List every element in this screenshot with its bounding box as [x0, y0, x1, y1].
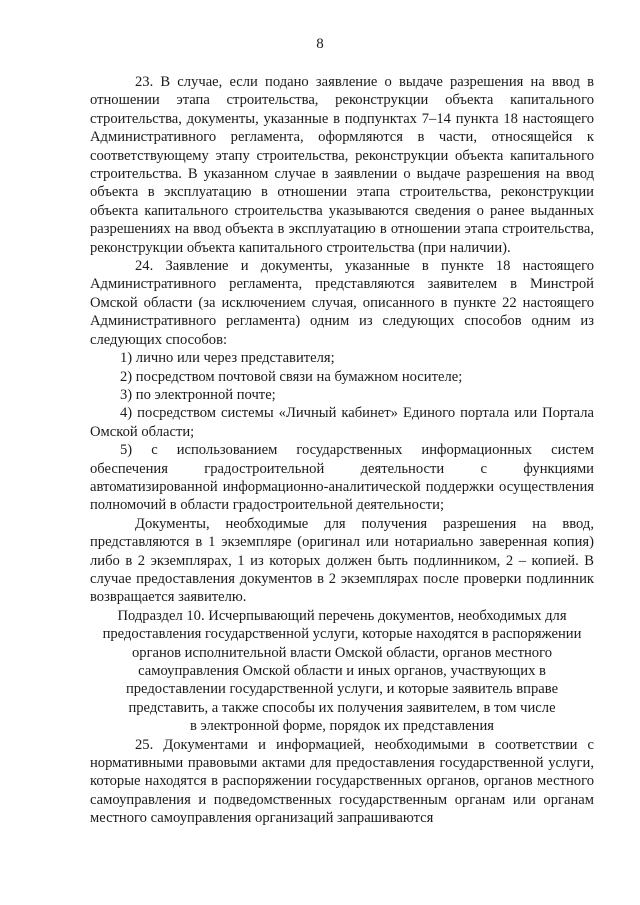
section-heading-line: органов исполнительной власти Омской области, органов местного — [131, 644, 553, 661]
section-heading-line: предоставлении государственной услуги, и которые заявитель вправе — [125, 681, 559, 698]
section-heading-line: самоуправления Омской области и иных органов, участвующих в — [138, 663, 546, 679]
list-item: 3) по электронной почте; — [120, 386, 276, 403]
section-heading-line: Подраздел 10. Исчерпывающий перечень документов, необходимых для — [117, 607, 567, 624]
section-heading-line: в электронной форме, порядок их представления — [189, 718, 494, 735]
document-body — [90, 73, 594, 828]
section-heading-line: представить, а также способы их получения заявителем, в том числе — [128, 699, 556, 716]
list-item: 2) посредством почтовой связи на бумажном носителе; — [120, 368, 463, 385]
paragraph-24: 24. Заявление и документы, указанные в пункте 18 настоящего Административного регламента, представляются заявителем в Минстрой Омской области (за исключением случая, описанного в пункте 22 настоящего Административного регламента) одним из следующих способов одним из следующих способов: — [90, 258, 594, 348]
paragraph-23: 23. В случае, если подано заявление о выдаче разрешения на ввод в отношении этапа строительства, реконструкции объекта капитального строительства, документы, указанные в подпунктах 7–14 пункта 18 настоящего Административного регламента, оформляются в части, относящейся к соответствующему этапу строительства, реконструкции объекта капитального строительства. В указанном случае в заявлении о выдаче разрешения на ввод объекта в эксплуатацию в отношении этапа строительства, реконструкции объекта капитального строительства указываются сведения о ранее выданных разрешениях на ввод объекта в эксплуатацию в отношении этапа строительства, реконструкции объекта капитального строительства (при наличии). — [90, 74, 594, 256]
section-heading — [90, 607, 594, 736]
page-number: 8 — [316, 36, 324, 52]
list-item: 4) посредством системы «Личный кабинет» Единого портала или Портала Омской области; — [90, 405, 594, 440]
list-item: 1) лично или через представителя; — [120, 350, 335, 367]
section-heading-line: предоставления государственной услуги, которые находятся в распоряжении — [102, 626, 582, 643]
list-item: 5) с использованием государственных информационных систем обеспечения градостроительной деятельности с функциями автоматизированной информационно-аналитической поддержки осуществления полномочий в области градостроительной деятельности; — [90, 442, 594, 514]
paragraph-documents: Документы, необходимые для получения разрешения на ввод, представляются в 1 экземпляре (оригинал или нотариально заверенная копия) либо в 2 экземплярах, 1 из которых должен быть подлинником, 2 – копией. В случае предоставления документов в 2 экземплярах после проверки подлинник возвращается заявителю. — [90, 515, 594, 606]
paragraph-25: 25. Документами и информацией, необходимыми в соответствии с нормативными правовыми актами для предоставления государственной услуги, которые находятся в распоряжении государственных органов, органов местного самоуправления и подведомственных государственным органам или органам местного самоуправления организаций запрашиваются — [90, 736, 594, 827]
